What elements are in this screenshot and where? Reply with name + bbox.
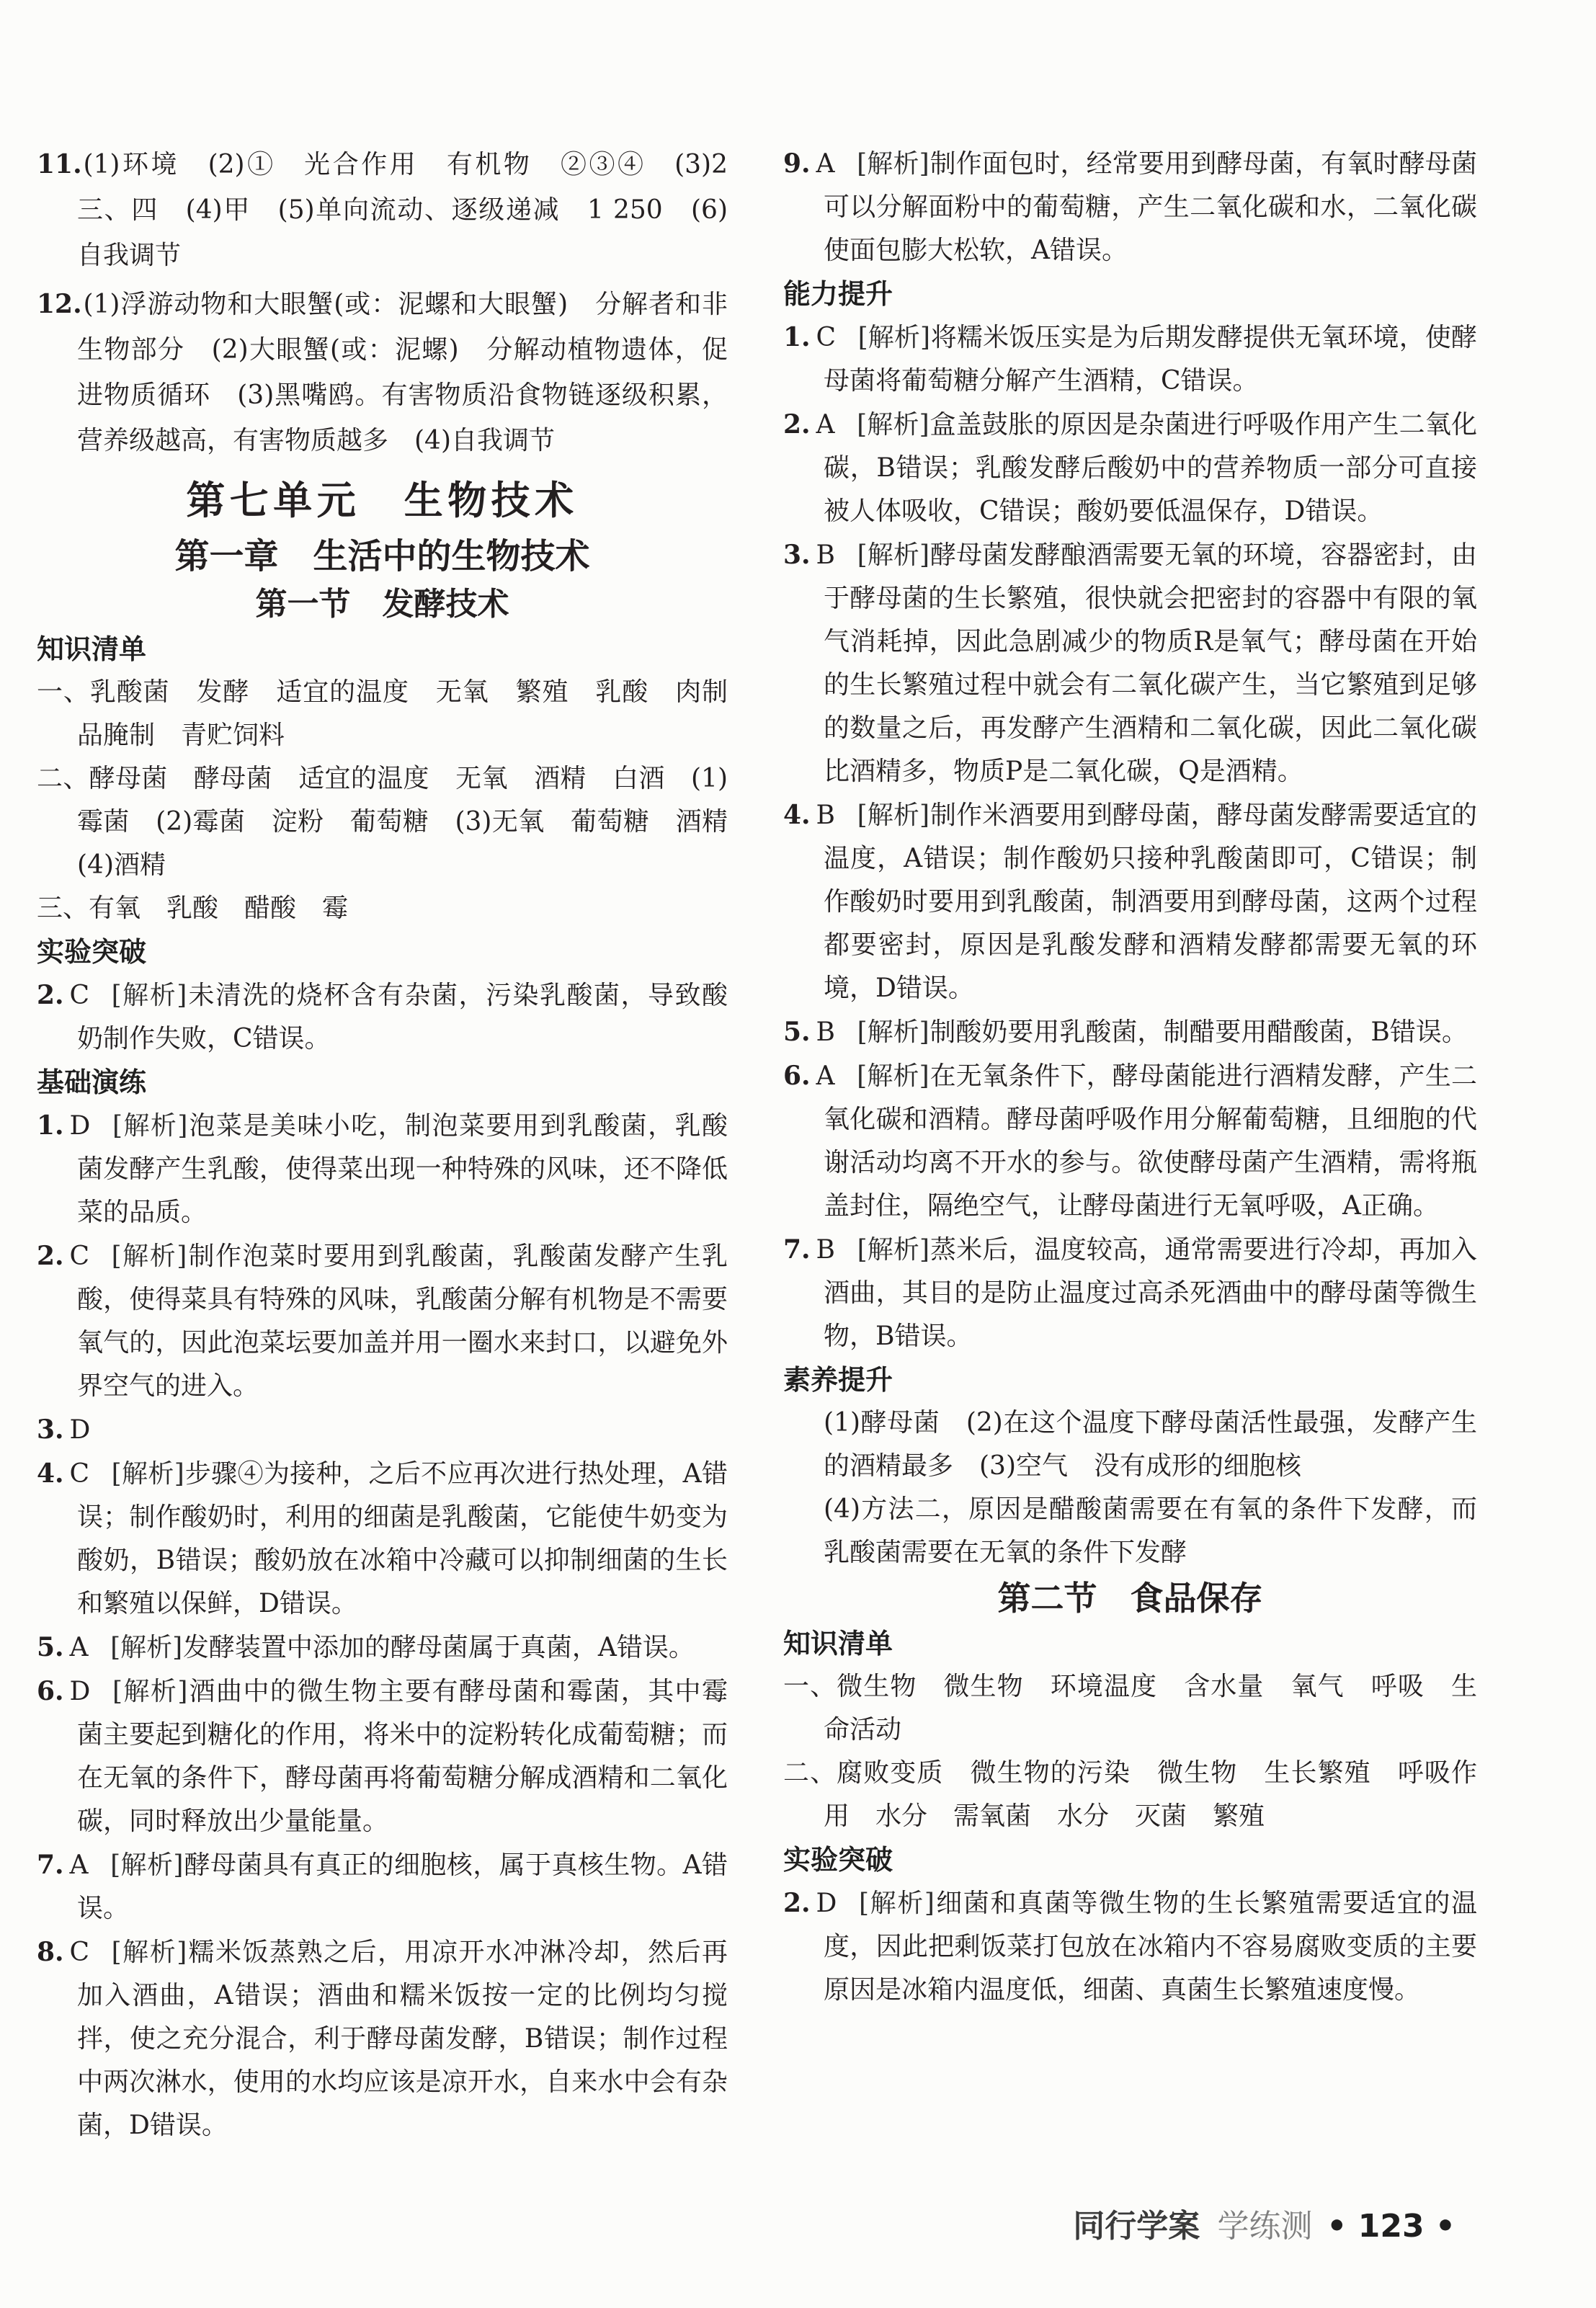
knowledge-item: 一、微生物 微生物 环境温度 含水量 氧气 呼吸 生命活动 [783, 1672, 1477, 1745]
analysis-text: 蒸米后，温度较高，通常需要进行冷却，再加入酒曲，其目的是防止温度过高杀死酒曲中的酵母菌等微生物，B错误。 [824, 1235, 1477, 1351]
analysis-tag: [解析] [111, 1242, 187, 1271]
analysis-tag: [解析] [857, 410, 929, 440]
knowledge-heading: 知识清单 [37, 633, 147, 665]
analysis-text: 酵母菌具有真正的细胞核，属于真核生物。A错误。 [77, 1850, 728, 1923]
analysis-text: 细菌和真菌等微生物的生长繁殖需要适宜的温度，因此把剩饭菜打包放在冰箱内不容易腐败变质的主要原因是冰箱内温度低，细菌、真菌生长繁殖速度慢。 [824, 1889, 1477, 2005]
footer-brand: 同行学案 [1073, 2208, 1200, 2245]
unit-title: 第七单元 生物技术 [186, 478, 579, 523]
item-number: 6. [37, 1676, 64, 1706]
answer-item [783, 316, 1477, 403]
answer-letter: D [816, 1889, 837, 1918]
answer-item [37, 1234, 728, 1408]
answer-letter: A [816, 149, 835, 179]
item-number: 8. [37, 1937, 64, 1967]
item-number: 2. [783, 409, 811, 440]
literacy-answer: (4)方法二，原因是醋酸菌需要在有氧的条件下发酵，而乳酸菌需要在无氧的条件下发酵 [824, 1494, 1477, 1567]
answer-item [783, 1010, 1477, 1054]
answer-letter: C [69, 981, 90, 1010]
analysis-tag: [解析] [110, 1850, 184, 1880]
item-number: 1. [783, 322, 811, 352]
item-number: 4. [37, 1458, 64, 1489]
analysis-text: 将糯米饭压实是为后期发酵提供无氧环境，使酵母菌将葡萄糖分解产生酒精，C错误。 [824, 323, 1477, 396]
item-number: 5. [783, 1017, 811, 1047]
analysis-tag: [解析] [111, 1459, 184, 1489]
item-number: 5. [37, 1632, 64, 1662]
answer-item [37, 1408, 728, 1452]
answer-letter: D [69, 1677, 91, 1706]
answer-letter: C [69, 1242, 90, 1271]
analysis-text: 发酵装置中添加的酵母菌属于真菌，A错误。 [182, 1633, 695, 1662]
analysis-tag: [解析] [112, 1111, 188, 1141]
analysis-tag: [解析] [857, 540, 930, 570]
knowledge-item: 二、腐败变质 微生物的污染 微生物 生长繁殖 呼吸作用 水分 需氧菌 水分 灭菌 繁殖 [783, 1758, 1477, 1831]
section-title: 第一节 发酵技术 [255, 586, 509, 623]
item-number: 2. [37, 980, 64, 1010]
right-column [783, 142, 1477, 2012]
answer-item [783, 1054, 1477, 1228]
analysis-text: 泡菜是美味小吃，制泡菜要用到乳酸菌，乳酸菌发酵产生乳酸，使得菜出现一种特殊的风味，还不降低菜的品质。 [77, 1111, 728, 1227]
answer-letter: A [816, 410, 835, 440]
item-number: 3. [37, 1414, 64, 1445]
knowledge-heading: 知识清单 [783, 1628, 893, 1659]
analysis-text: 制作米酒要用到酵母菌，酵母菌发酵需要适宜的温度，A错误；制作酸奶只接种乳酸菌即可，C错误；制作酸奶时要用到乳酸菌，制酒要用到酵母菌，这两个过程都要密封，原因是乳酸发酵和酒精发酵都需要无氧的环境，D错误。 [824, 801, 1477, 1003]
analysis-text: 在无氧条件下，酵母菌能进行酒精发酵，产生二氧化碳和酒精。酵母菌呼吸作用分解葡萄糖，且细胞的代谢活动均离不开水的参与。欲使酵母菌产生酒精，需将瓶盖封住，隔绝空气，让酵母菌进行无氧呼吸，A正确。 [824, 1061, 1477, 1221]
answer-letter: D [69, 1111, 91, 1141]
answer-item-11 [37, 142, 754, 278]
item-number: 1. [37, 1110, 64, 1141]
analysis-tag: [解析] [112, 1677, 188, 1706]
item-number: 3. [783, 540, 811, 570]
analysis-tag: [解析] [857, 1235, 930, 1265]
item-number: 2. [37, 1241, 64, 1271]
answer-letter: C [816, 323, 837, 352]
knowledge-item: 二、酵母菌 酵母菌 适宜的温度 无氧 酒精 白酒 (1)霉菌 (2)霉菌 淀粉 葡萄糖 (3)无氧 葡萄糖 酒精 (4)酒精 [37, 764, 754, 880]
analysis-tag: [解析] [111, 1938, 187, 1967]
answer-item [37, 1670, 728, 1843]
answer-item [37, 973, 728, 1061]
answer-letter: B [816, 540, 835, 570]
analysis-text: 制作泡菜时要用到乳酸菌，乳酸菌发酵产生乳酸，使得菜具有特殊的风味，乳酸菌分解有机物是不需要氧气的，因此泡菜坛要加盖并用一圈水来封口，以避免外界空气的进入。 [77, 1242, 728, 1401]
item-number: 7. [37, 1850, 64, 1880]
analysis-text: 糯米饭蒸熟之后，用凉开水冲淋冷却，然后再加入酒曲，A错误；酒曲和糯米饭按一定的比例均匀搅拌，使之充分混合，利于酵母菌发酵，B错误；制作过程中两次淋水，使用的水均应该是凉开水，自来水中会有杂菌，D错误。 [77, 1938, 728, 2140]
item-number: 7. [783, 1234, 811, 1265]
analysis-tag: [解析] [857, 323, 931, 352]
item-number: 12. [37, 289, 82, 319]
answer-letter: B [816, 1017, 835, 1047]
item-number: 9. [783, 148, 811, 179]
answer-item-12 [37, 282, 728, 463]
answer-item [37, 1930, 728, 2147]
knowledge-item: 三、有氧 乳酸 醋酸 霉 [37, 894, 349, 923]
answer-item [37, 1626, 728, 1670]
answer-letter: D [69, 1415, 91, 1445]
page-number: • 123 • [1327, 2208, 1455, 2245]
answer-letter: A [69, 1850, 89, 1880]
analysis-text: 步骤④为接种，之后不应再次进行热处理，A错误；制作酸奶时，利用的细菌是乳酸菌，它能使牛奶变为酸奶，B错误；酸奶放在冰箱中冷藏可以抑制细菌的生长和繁殖以保鲜，D错误。 [77, 1459, 728, 1618]
experiment-heading: 实验突破 [783, 1844, 893, 1876]
literacy-answer: (1)酵母菌 (2)在这个温度下酵母菌活性最强，发酵产生的酒精最多 (3)空气 没有成形的细胞核 [824, 1408, 1477, 1481]
answer-item [783, 533, 1477, 793]
analysis-text: 制作面包时，经常要用到酵母菌，有氧时酵母菌可以分解面粉中的葡萄糖，产生二氧化碳和水，二氧化碳使面包膨大松软，A错误。 [824, 149, 1477, 265]
literacy-heading: 素养提升 [783, 1364, 893, 1396]
section-title: 第二节 食品保存 [997, 1579, 1263, 1618]
page-footer [1038, 2204, 1455, 2250]
analysis-tag: [解析] [858, 1889, 935, 1918]
analysis-text: 未清洗的烧杯含有杂菌，污染乳酸菌，导致酸奶制作失败，C错误。 [77, 981, 728, 1053]
item-number: 4. [783, 800, 811, 830]
answer-item [783, 1228, 1477, 1358]
analysis-tag: [解析] [857, 801, 930, 830]
experiment-heading: 实验突破 [37, 936, 147, 968]
answer-letter: C [69, 1459, 90, 1489]
analysis-tag: [解析] [110, 1633, 183, 1662]
analysis-text: 酵母菌发酵酿酒需要无氧的环境，容器密封，由于酵母菌的生长繁殖，很快就会把密封的容器中有限的氧气消耗掉，因此急剧减少的物质R是氧气；酵母菌在开始的生长繁殖过程中就会有二氧化碳产生，当它繁殖到足够的数量之后，再发酵产生酒精和二氧化碳，因此二氧化碳比酒精多，物质P是二氧化碳，Q是酒精。 [824, 540, 1477, 786]
answer-item [37, 1104, 728, 1234]
answer-letter: C [69, 1938, 90, 1967]
answer-letter: B [816, 801, 835, 830]
answer-letter: A [816, 1061, 835, 1091]
analysis-tag: [解析] [111, 981, 187, 1010]
answer-item [783, 403, 1477, 533]
analysis-text: 酒曲中的微生物主要有酵母菌和霉菌，其中霉菌主要起到糖化的作用，将米中的淀粉转化成葡萄糖；而在无氧的条件下，酵母菌再将葡萄糖分解成酒精和二氧化碳，同时释放出少量能量。 [77, 1677, 728, 1836]
answer-text: (1)环境 (2)① 光合作用 有机物 ②③④ (3)2 三、四 (4)甲 (5)单向流动、逐级递减 1 250 (6)自我调节 [77, 150, 754, 270]
item-number: 11. [37, 149, 82, 179]
answer-item-9 [783, 142, 1477, 272]
answer-item [783, 1881, 1477, 2012]
knowledge-item: 一、乳酸菌 发酵 适宜的温度 无氧 繁殖 乳酸 肉制品腌制 青贮饲料 [37, 677, 728, 750]
analysis-text: 盒盖鼓胀的原因是杂菌进行呼吸作用产生二氧化碳，B错误；乳酸发酵后酸奶中的营养物质一部分可直接被人体吸收，C错误；酸奶要低温保存，D错误。 [824, 410, 1477, 526]
analysis-tag: [解析] [857, 149, 929, 179]
footer-series: 学练测 [1217, 2208, 1313, 2245]
answer-letter: B [816, 1235, 835, 1265]
analysis-text: 制酸奶要用乳酸菌，制醋要用醋酸菌，B错误。 [929, 1017, 1468, 1047]
chapter-title: 第一章 生活中的生物技术 [174, 536, 590, 576]
answer-text: (1)浮游动物和大眼蟹(或：泥螺和大眼蟹) 分解者和非生物部分 (2)大眼蟹(或：泥螺) 分解动植物遗体，促进物质循环 (3)黑嘴鸥。有害物质沿食物链逐级积累，营养级越高，有害物质越多 (4)自我调节 [77, 290, 728, 455]
answer-letter: A [69, 1633, 89, 1662]
answer-item [37, 1452, 728, 1626]
item-number: 6. [783, 1061, 811, 1091]
item-number: 2. [783, 1888, 811, 1918]
analysis-tag: [解析] [857, 1061, 929, 1091]
basic-practice-heading: 基础演练 [37, 1066, 147, 1098]
answer-item [783, 793, 1477, 1010]
answer-item [37, 1843, 728, 1930]
analysis-tag: [解析] [857, 1017, 929, 1047]
ability-heading: 能力提升 [783, 278, 893, 310]
left-column [37, 142, 754, 2147]
